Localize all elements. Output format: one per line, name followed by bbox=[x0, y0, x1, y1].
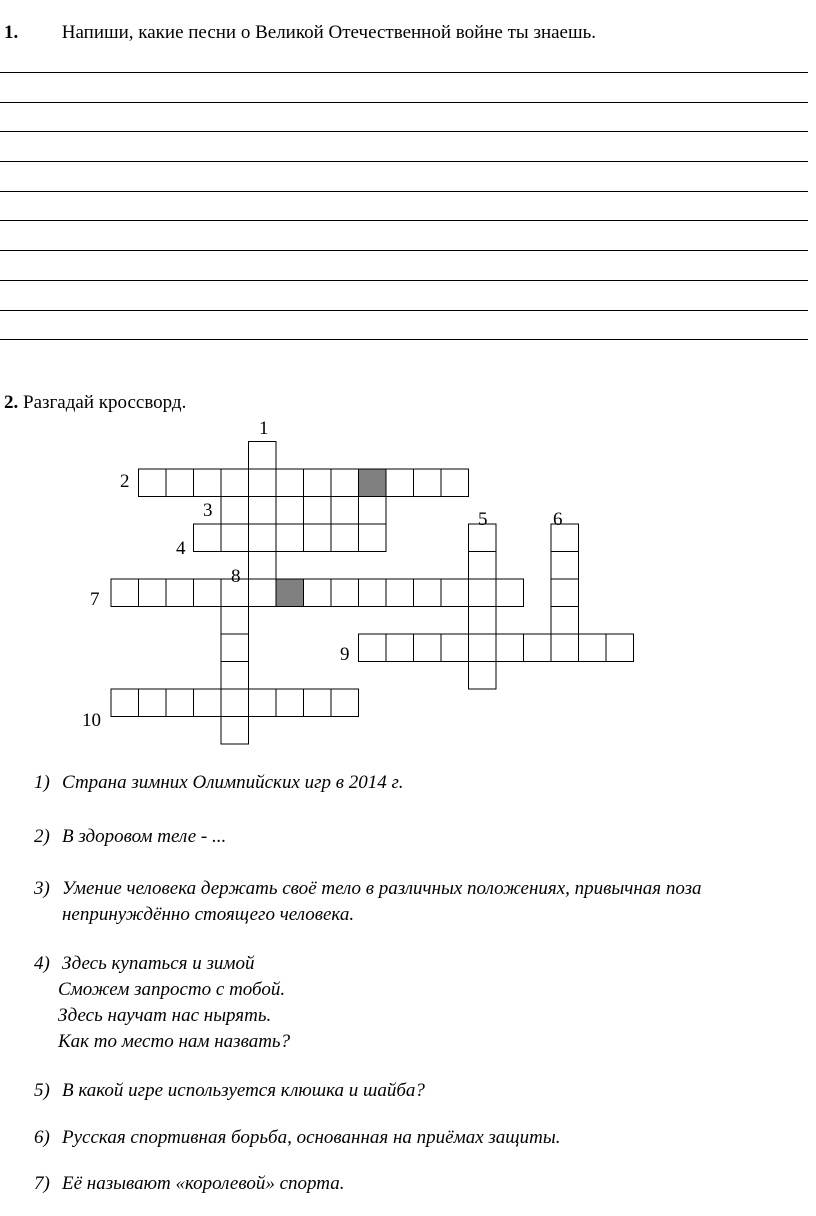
clue-1 bbox=[34, 770, 403, 796]
clue-number: 7) bbox=[34, 1173, 50, 1194]
crossword-cell[interactable] bbox=[359, 579, 387, 607]
crossword-cell[interactable] bbox=[166, 469, 194, 497]
crossword-cell[interactable] bbox=[249, 497, 277, 525]
crossword-cell[interactable] bbox=[139, 579, 167, 607]
crossword-cell[interactable] bbox=[111, 579, 139, 607]
clue-text: Здесь научат нас нырять. bbox=[58, 1005, 272, 1026]
crossword-cell[interactable] bbox=[194, 469, 222, 497]
crossword-cell[interactable] bbox=[276, 524, 304, 552]
crossword-cell[interactable] bbox=[194, 524, 222, 552]
crossword-cell[interactable] bbox=[276, 497, 304, 525]
crossword-cell[interactable] bbox=[249, 689, 277, 717]
crossword-number-1: 1 bbox=[259, 418, 269, 439]
crossword-cell[interactable] bbox=[194, 579, 222, 607]
crossword-cell[interactable] bbox=[221, 524, 249, 552]
crossword-cell[interactable] bbox=[551, 607, 579, 635]
crossword-cell[interactable] bbox=[469, 662, 497, 690]
crossword-cell[interactable] bbox=[386, 579, 414, 607]
clue-text: Умение человека держать своё тело в различных положениях, привычная поза bbox=[62, 878, 702, 899]
crossword-cell[interactable] bbox=[414, 469, 442, 497]
crossword-cell[interactable] bbox=[139, 469, 167, 497]
clue-6 bbox=[34, 1125, 561, 1151]
crossword-cell[interactable] bbox=[304, 689, 332, 717]
crossword-cell[interactable] bbox=[221, 497, 249, 525]
crossword-cell[interactable] bbox=[469, 552, 497, 580]
clue-number: 5) bbox=[34, 1080, 50, 1101]
crossword-cell[interactable] bbox=[304, 579, 332, 607]
crossword-cell[interactable] bbox=[331, 497, 359, 525]
crossword-number-2: 2 bbox=[120, 471, 130, 492]
crossword-cell[interactable] bbox=[331, 689, 359, 717]
crossword-number-9: 9 bbox=[340, 644, 350, 665]
crossword-cell[interactable] bbox=[441, 579, 469, 607]
clue-number: 3) bbox=[34, 878, 50, 899]
crossword-shaded-cell bbox=[359, 469, 387, 497]
crossword-number-4: 4 bbox=[176, 538, 186, 559]
crossword-cell[interactable] bbox=[331, 469, 359, 497]
crossword-cell[interactable] bbox=[139, 689, 167, 717]
clue-number: 4) bbox=[34, 953, 50, 974]
crossword-cell[interactable] bbox=[469, 579, 497, 607]
clue-text: Здесь купаться и зимой bbox=[62, 953, 255, 974]
crossword-number-8: 8 bbox=[231, 566, 241, 587]
clue-text: Её называют «королевой» спорта. bbox=[62, 1173, 345, 1194]
clue-text: Русская спортивная борьба, основанная на приёмах защиты. bbox=[62, 1127, 561, 1148]
clue-text: непринуждённо стоящего человека. bbox=[62, 904, 355, 925]
crossword-cell[interactable] bbox=[496, 579, 524, 607]
crossword-cell[interactable] bbox=[276, 469, 304, 497]
crossword-cell[interactable] bbox=[304, 524, 332, 552]
crossword-cell[interactable] bbox=[249, 469, 277, 497]
crossword-number-7: 7 bbox=[90, 589, 100, 610]
crossword-cell[interactable] bbox=[331, 524, 359, 552]
crossword-cell[interactable] bbox=[469, 634, 497, 662]
crossword-cell[interactable] bbox=[414, 634, 442, 662]
crossword-cell[interactable] bbox=[331, 579, 359, 607]
crossword-cell[interactable] bbox=[221, 469, 249, 497]
clue-5 bbox=[34, 1078, 425, 1104]
clue-2 bbox=[34, 824, 226, 850]
crossword-cell[interactable] bbox=[551, 552, 579, 580]
crossword-cell[interactable] bbox=[551, 579, 579, 607]
clue-text: Как то место нам назвать? bbox=[58, 1031, 291, 1052]
crossword-cell[interactable] bbox=[194, 689, 222, 717]
crossword-cell[interactable] bbox=[249, 524, 277, 552]
clue-4 bbox=[34, 951, 290, 1055]
crossword-cell[interactable] bbox=[221, 607, 249, 635]
crossword-cell[interactable] bbox=[304, 469, 332, 497]
clue-7 bbox=[34, 1171, 345, 1197]
clue-text: В здоровом теле - ... bbox=[62, 826, 227, 847]
crossword-cell[interactable] bbox=[221, 689, 249, 717]
clue-text: Страна зимних Олимпийских игр в 2014 г. bbox=[62, 772, 404, 793]
crossword-shaded-cell bbox=[276, 579, 304, 607]
crossword-cell[interactable] bbox=[221, 634, 249, 662]
crossword-cell[interactable] bbox=[496, 634, 524, 662]
crossword-cell[interactable] bbox=[524, 634, 552, 662]
task2-text: Разгадай кроссворд. bbox=[23, 392, 187, 413]
crossword-cell[interactable] bbox=[469, 607, 497, 635]
crossword-cell[interactable] bbox=[359, 634, 387, 662]
crossword-cell[interactable] bbox=[249, 579, 277, 607]
task2-number: 2. bbox=[4, 392, 19, 413]
crossword-number-5: 5 bbox=[478, 509, 488, 530]
crossword-cell[interactable] bbox=[111, 689, 139, 717]
crossword-cell[interactable] bbox=[249, 552, 277, 580]
crossword-cell[interactable] bbox=[276, 689, 304, 717]
crossword-cell[interactable] bbox=[441, 469, 469, 497]
clue-text: В какой игре используется клюшка и шайба? bbox=[62, 1080, 425, 1101]
crossword-cell[interactable] bbox=[579, 634, 607, 662]
crossword-cell[interactable] bbox=[414, 579, 442, 607]
crossword-number-10: 10 bbox=[82, 710, 101, 731]
crossword-cell[interactable] bbox=[386, 469, 414, 497]
clue-text: Сможем запросто с тобой. bbox=[58, 979, 286, 1000]
crossword-number-3: 3 bbox=[203, 500, 213, 521]
task1-text: Напиши, какие песни о Великой Отечественной войне ты знаешь. bbox=[61, 22, 597, 43]
task1-number: 1. bbox=[4, 22, 19, 43]
crossword-cell[interactable] bbox=[359, 497, 387, 525]
crossword-cell[interactable] bbox=[304, 497, 332, 525]
crossword-cell[interactable] bbox=[166, 689, 194, 717]
crossword-cell[interactable] bbox=[606, 634, 634, 662]
crossword-cell[interactable] bbox=[386, 634, 414, 662]
crossword-number-6: 6 bbox=[553, 509, 563, 530]
crossword-cell[interactable] bbox=[551, 634, 579, 662]
crossword-cell[interactable] bbox=[166, 579, 194, 607]
clue-number: 2) bbox=[34, 826, 50, 847]
crossword-cell[interactable] bbox=[221, 717, 249, 745]
clue-number: 1) bbox=[34, 772, 50, 793]
crossword-cell[interactable] bbox=[249, 442, 277, 470]
crossword-cell[interactable] bbox=[221, 662, 249, 690]
crossword-cell[interactable] bbox=[359, 524, 387, 552]
clue-number: 6) bbox=[34, 1127, 50, 1148]
crossword-cell[interactable] bbox=[441, 634, 469, 662]
clue-3 bbox=[34, 876, 702, 928]
